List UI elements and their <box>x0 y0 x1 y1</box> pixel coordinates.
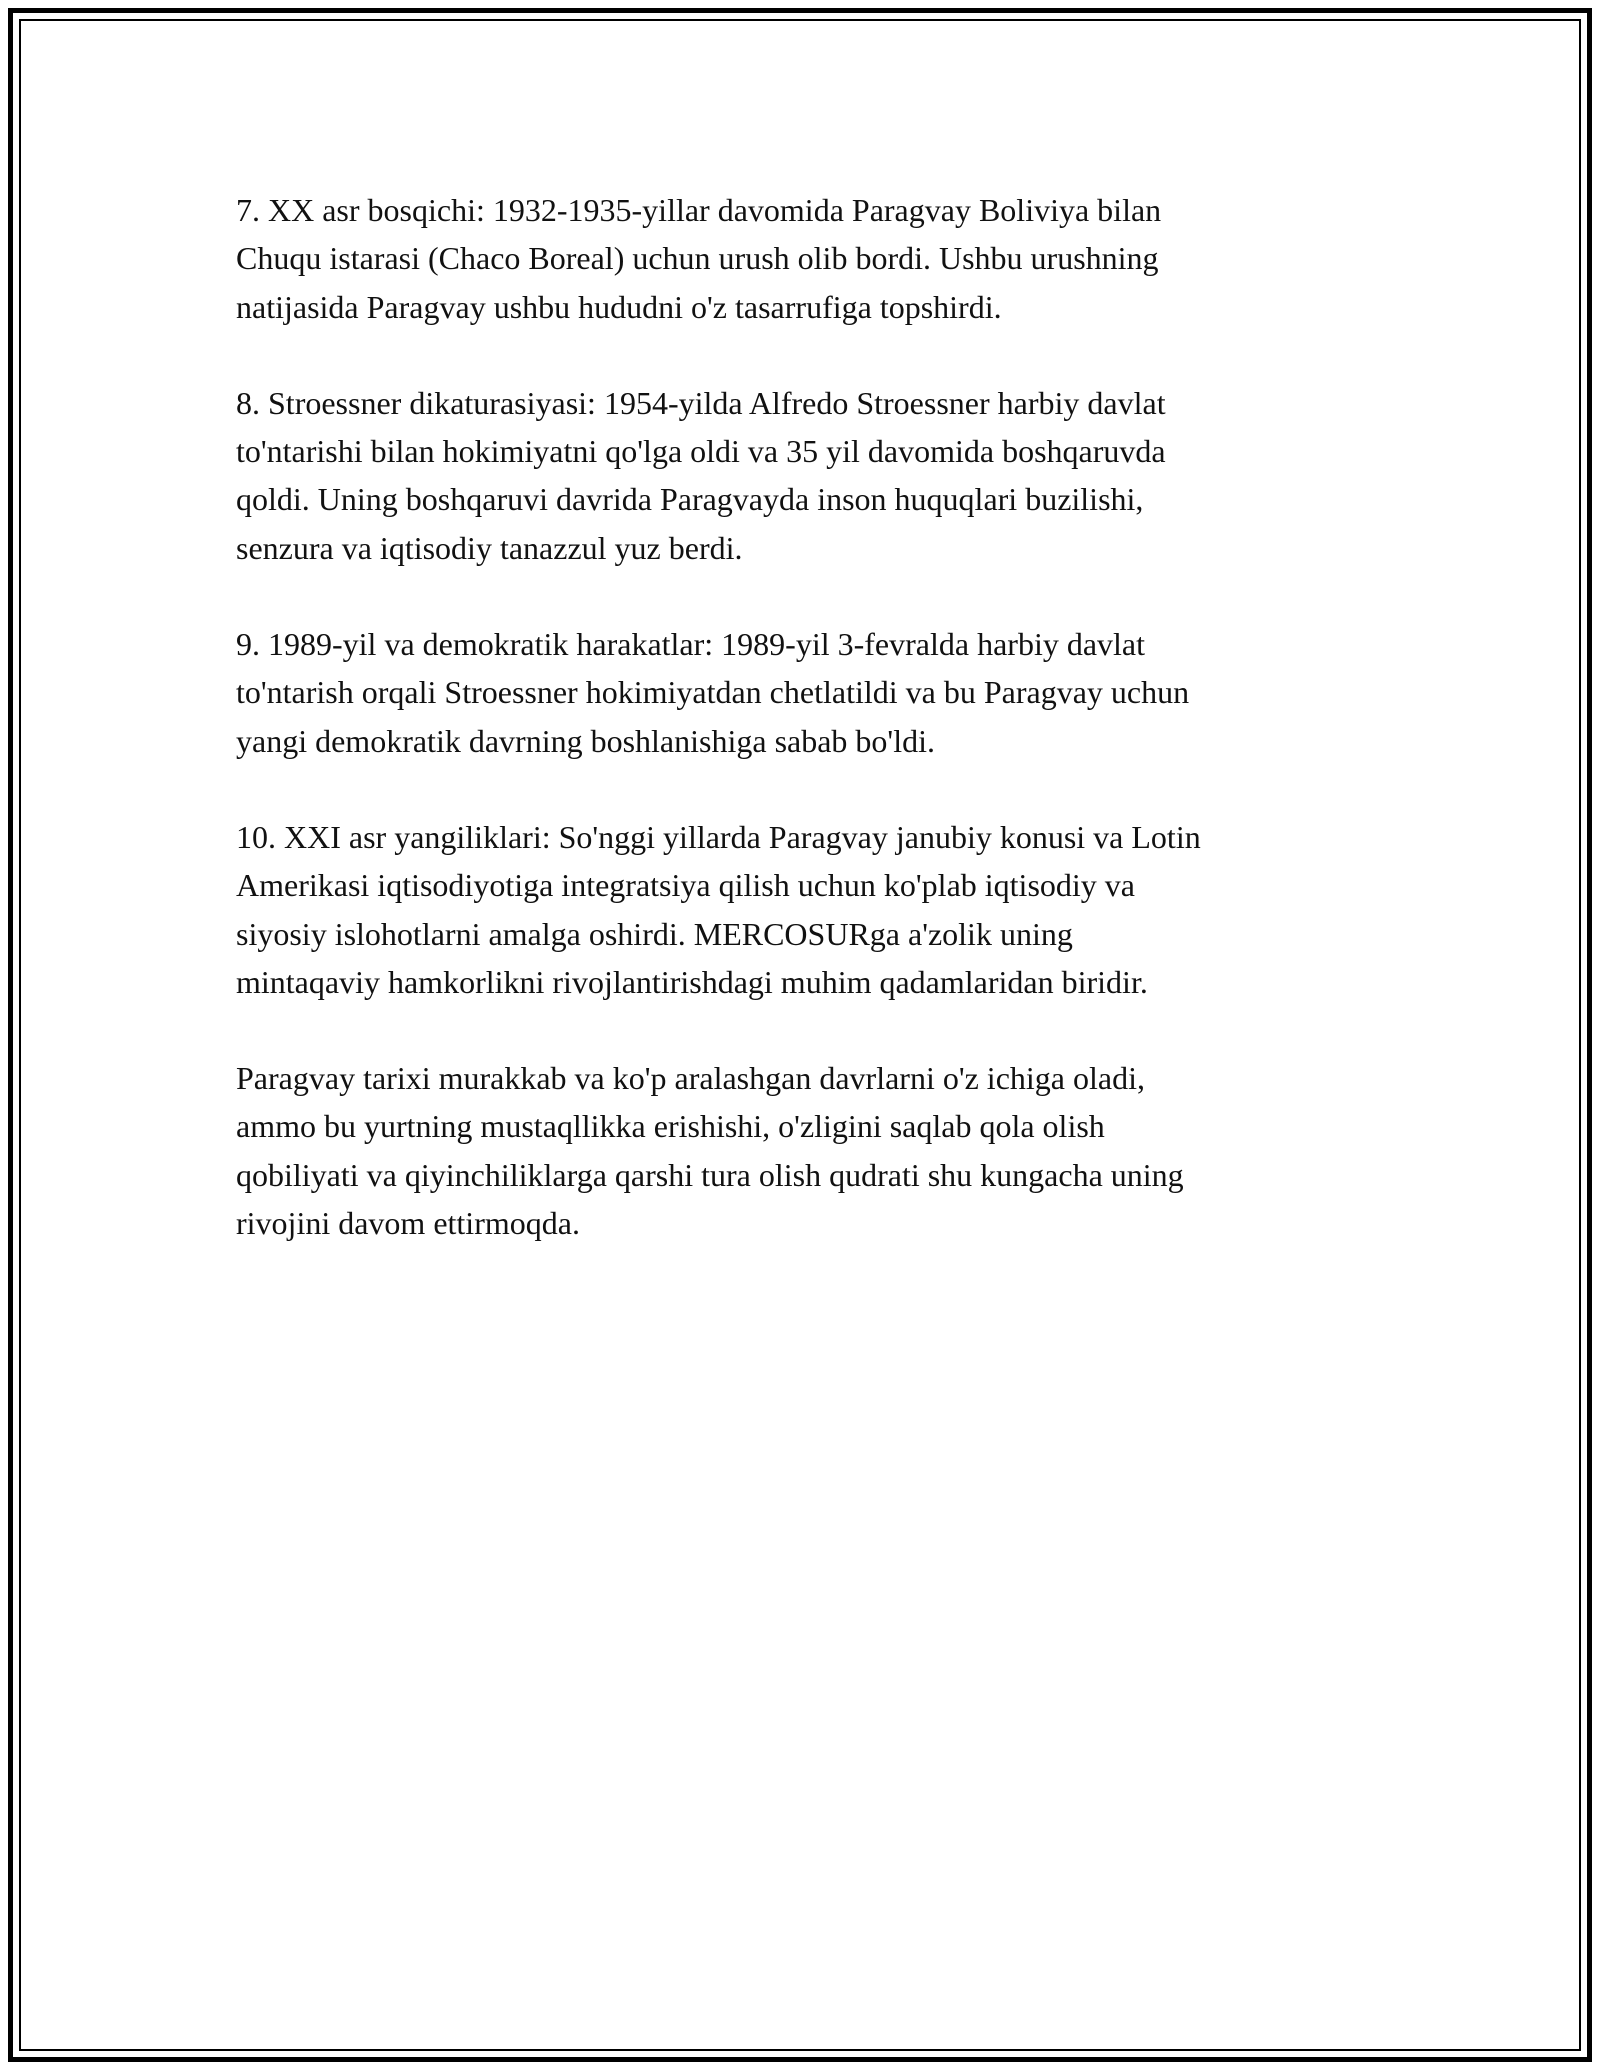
paragraph-conclusion: Paragvay tarixi murakkab va ko'p aralashgan davrlarni o'z ichiga oladi, ammo bu yurtning mustaqllikka erishishi, o'zligini saqlab qola olish qobiliyati va qiyinchiliklarga qarshi tura olish qudrati shu kungacha uning rivojini davom ettirmoqda. <box>236 1060 1184 1242</box>
paragraph-xx-century: 7. XX asr bosqichi: 1932-1935-yillar davomida Paragvay Boliviya bilan Chuqu istarasi (Chaco Boreal) uchun urush olib bordi. Ushbu urushning natijasida Paragvay ushbu hududni o'z tasarrufiga topshirdi. <box>236 192 1162 325</box>
paragraph-stroessner-dictatorship: 8. Stroessner dikaturasiyasi: 1954-yilda Alfredo Stroessner harbiy davlat to'ntarishi bilan hokimiyatni qo'lga oldi va 35 yil davomida boshqaruvda qoldi. Uning boshqaruvi davrida Paragvayda inson huquqlari buzilishi, senzura va iqtisodiy tanazzul yuz berdi. <box>236 384 1166 566</box>
paragraph-xxi-century: 10. XXI asr yangiliklari: So'nggi yillarda Paragvay janubiy konusi va Lotin Amerikasi iqtisodiyotiga integratsiya qilish uchun ko'plab iqtisodiy va siyosiy islohotlarni amalga oshirdi. MERCOSURga a'zolik uning mintaqaviy hamkorlikni rivojlantirishdagi muhim qadamlaridan biridir. <box>236 818 1201 1000</box>
paragraph-1989-democracy: 9. 1989-yil va demokratik harakatlar: 1989-yil 3-fevralda harbiy davlat to'ntarish orqali Stroessner hokimiyatdan chetlatildi va bu Paragvay uchun yangi demokratik davrning boshlanishiga sabab bo'ldi. <box>236 626 1190 759</box>
document-body <box>236 186 1366 1295</box>
